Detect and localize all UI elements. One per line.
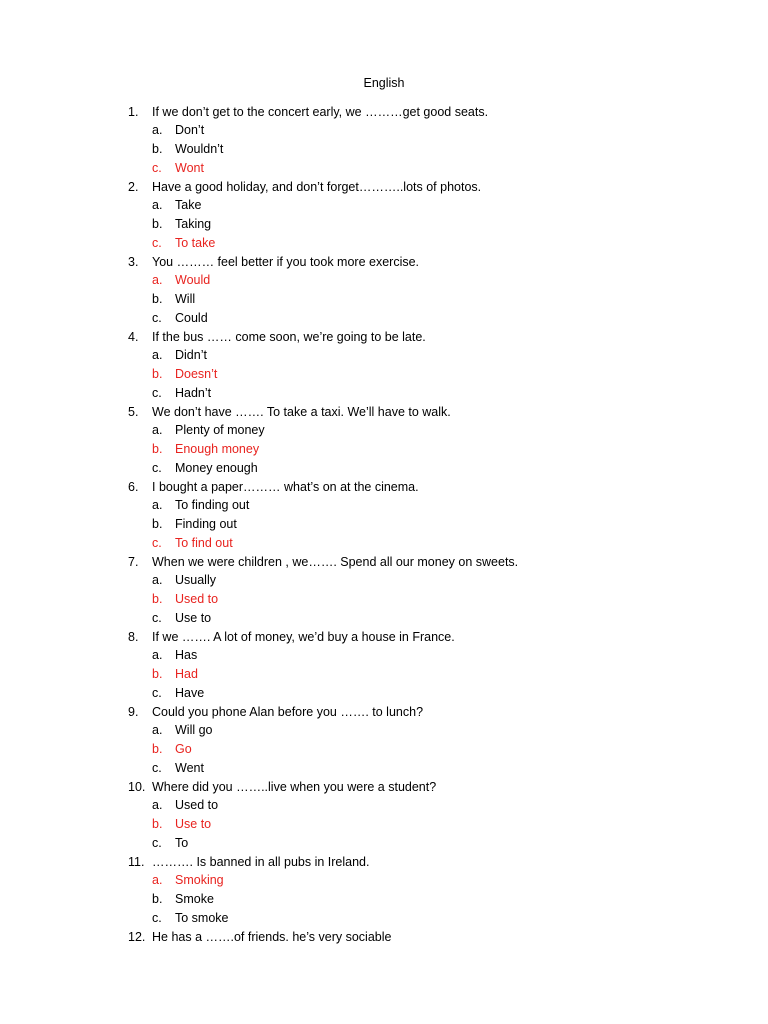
correct-answer-option	[0, 872, 768, 891]
question-number: 8.	[128, 629, 139, 644]
question-text: ………. Is banned in all pubs in Ireland.	[152, 854, 370, 869]
option-text: Have	[175, 685, 205, 700]
question-item	[0, 854, 768, 873]
option-text: To smoke	[175, 910, 229, 925]
option-letter: b.	[152, 292, 163, 306]
option-text: Has	[175, 648, 198, 663]
question-text: If we don’t get to the concert early, we ………get good seats.	[152, 104, 489, 119]
option-letter: c.	[152, 460, 162, 475]
correct-answer-option	[0, 666, 768, 685]
correct-answer-option	[0, 535, 768, 554]
correct-answer-option	[0, 816, 768, 835]
option-letter: b.	[152, 217, 163, 231]
answer-option	[0, 310, 768, 329]
option-letter: c.	[152, 610, 162, 625]
answer-option	[0, 572, 768, 591]
option-text: Hadn’t	[175, 385, 212, 400]
answer-option	[0, 610, 768, 629]
question-number: 3.	[128, 254, 139, 269]
answer-option	[0, 910, 768, 929]
answer-option	[0, 835, 768, 854]
option-text: To	[175, 835, 189, 850]
option-text: Smoking	[175, 873, 224, 888]
option-text: Wouldn’t	[175, 142, 224, 156]
question-text: When we were children , we……. Spend all our money on sweets.	[152, 554, 519, 569]
question-number: 10.	[128, 779, 146, 794]
question-number: 4.	[128, 329, 139, 344]
option-letter: b.	[152, 742, 163, 756]
option-text: Usually	[175, 573, 216, 588]
option-letter: c.	[152, 535, 162, 550]
answer-option	[0, 760, 768, 779]
question-number: 11.	[128, 854, 145, 869]
option-text: Went	[175, 760, 204, 775]
answer-option	[0, 497, 768, 516]
question-item	[0, 929, 768, 948]
option-text: To finding out	[175, 498, 250, 513]
option-letter: c.	[152, 310, 162, 325]
option-text: Smoke	[175, 892, 214, 906]
question-item	[0, 179, 768, 198]
question-number: 1.	[128, 104, 139, 119]
correct-answer-option	[0, 366, 768, 385]
option-text: Would	[175, 273, 211, 288]
question-text: We don’t have ……. To take a taxi. We’ll have to walk.	[152, 404, 451, 419]
option-letter: c.	[152, 685, 162, 700]
option-text: Doesn’t	[175, 367, 218, 381]
answer-option	[0, 685, 768, 704]
option-letter: b.	[152, 517, 163, 531]
option-letter: c.	[152, 835, 162, 850]
option-letter: a.	[152, 348, 163, 363]
question-text: You ……… feel better if you took more exercise.	[152, 254, 420, 269]
answer-option	[0, 460, 768, 479]
option-text: Used to	[175, 592, 219, 606]
question-item	[0, 104, 768, 123]
answer-option	[0, 647, 768, 666]
option-text: Could	[175, 310, 208, 325]
option-letter: b.	[152, 142, 163, 156]
question-item	[0, 554, 768, 573]
question-text: He has a …….of friends. he’s very sociable	[152, 929, 392, 944]
option-text: Plenty of money	[175, 423, 265, 438]
option-text: Use to	[175, 610, 212, 625]
option-letter: c.	[152, 910, 162, 925]
question-number: 6.	[128, 479, 139, 494]
question-item	[0, 254, 768, 273]
option-letter: b.	[152, 817, 163, 831]
option-text: Will	[175, 292, 196, 306]
correct-answer-option	[0, 160, 768, 179]
option-letter: c.	[152, 760, 162, 775]
question-text: Have a good holiday, and don’t forget………..lots of photos.	[152, 179, 482, 194]
document-title: English	[363, 76, 405, 90]
option-text: Take	[175, 198, 202, 213]
option-text: Had	[175, 667, 198, 681]
correct-answer-option	[0, 741, 768, 760]
option-text: Use to	[175, 817, 212, 831]
question-text: I bought a paper……… what’s on at the cinema.	[152, 479, 419, 494]
option-text: Didn’t	[175, 348, 207, 363]
option-text: Go	[175, 742, 192, 756]
option-text: Will go	[175, 723, 213, 738]
option-text: To take	[175, 235, 216, 250]
answer-option	[0, 291, 768, 310]
question-item	[0, 329, 768, 348]
question-text: If we ……. A lot of money, we’d buy a house in France.	[152, 629, 455, 644]
question-list	[0, 104, 768, 948]
option-letter: b.	[152, 442, 163, 456]
correct-answer-option	[0, 441, 768, 460]
option-text: Enough money	[175, 442, 260, 456]
option-text: Don’t	[175, 123, 205, 138]
option-text: Money enough	[175, 460, 258, 475]
option-letter: b.	[152, 367, 163, 381]
question-text: Could you phone Alan before you ……. to lunch?	[152, 704, 424, 719]
answer-option	[0, 122, 768, 141]
option-letter: a.	[152, 423, 163, 438]
option-letter: a.	[152, 873, 163, 888]
answer-option	[0, 891, 768, 910]
answer-option	[0, 516, 768, 535]
question-text: If the bus …… come soon, we’re going to be late.	[152, 329, 426, 344]
answer-option	[0, 422, 768, 441]
option-text: Finding out	[175, 517, 237, 531]
option-text: Taking	[175, 217, 212, 231]
option-letter: c.	[152, 235, 162, 250]
answer-option	[0, 347, 768, 366]
question-number: 7.	[128, 554, 139, 569]
option-letter: a.	[152, 723, 163, 738]
correct-answer-option	[0, 591, 768, 610]
option-text: Wont	[175, 160, 204, 175]
answer-option	[0, 722, 768, 741]
question-number: 12.	[128, 929, 146, 944]
question-number: 9.	[128, 704, 139, 719]
correct-answer-option	[0, 235, 768, 254]
option-text: To find out	[175, 535, 233, 550]
option-letter: b.	[152, 592, 163, 606]
answer-option	[0, 141, 768, 160]
option-letter: b.	[152, 667, 163, 681]
correct-answer-option	[0, 272, 768, 291]
answer-option	[0, 797, 768, 816]
question-item	[0, 629, 768, 648]
option-letter: c.	[152, 385, 162, 400]
option-letter: a.	[152, 273, 163, 288]
answer-option	[0, 385, 768, 404]
question-item	[0, 779, 768, 798]
option-letter: a.	[152, 498, 163, 513]
option-letter: a.	[152, 123, 163, 138]
question-number: 2.	[128, 179, 139, 194]
question-item	[0, 479, 768, 498]
option-letter: a.	[152, 198, 163, 213]
question-number: 5.	[128, 404, 139, 419]
question-item	[0, 404, 768, 423]
option-letter: c.	[152, 160, 162, 175]
option-letter: b.	[152, 892, 163, 906]
question-text: Where did you ……..live when you were a student?	[152, 779, 437, 794]
option-letter: a.	[152, 648, 163, 663]
answer-option	[0, 216, 768, 235]
question-item	[0, 704, 768, 723]
option-text: Used to	[175, 798, 219, 813]
option-letter: a.	[152, 573, 163, 588]
answer-option	[0, 197, 768, 216]
option-letter: a.	[152, 798, 163, 813]
